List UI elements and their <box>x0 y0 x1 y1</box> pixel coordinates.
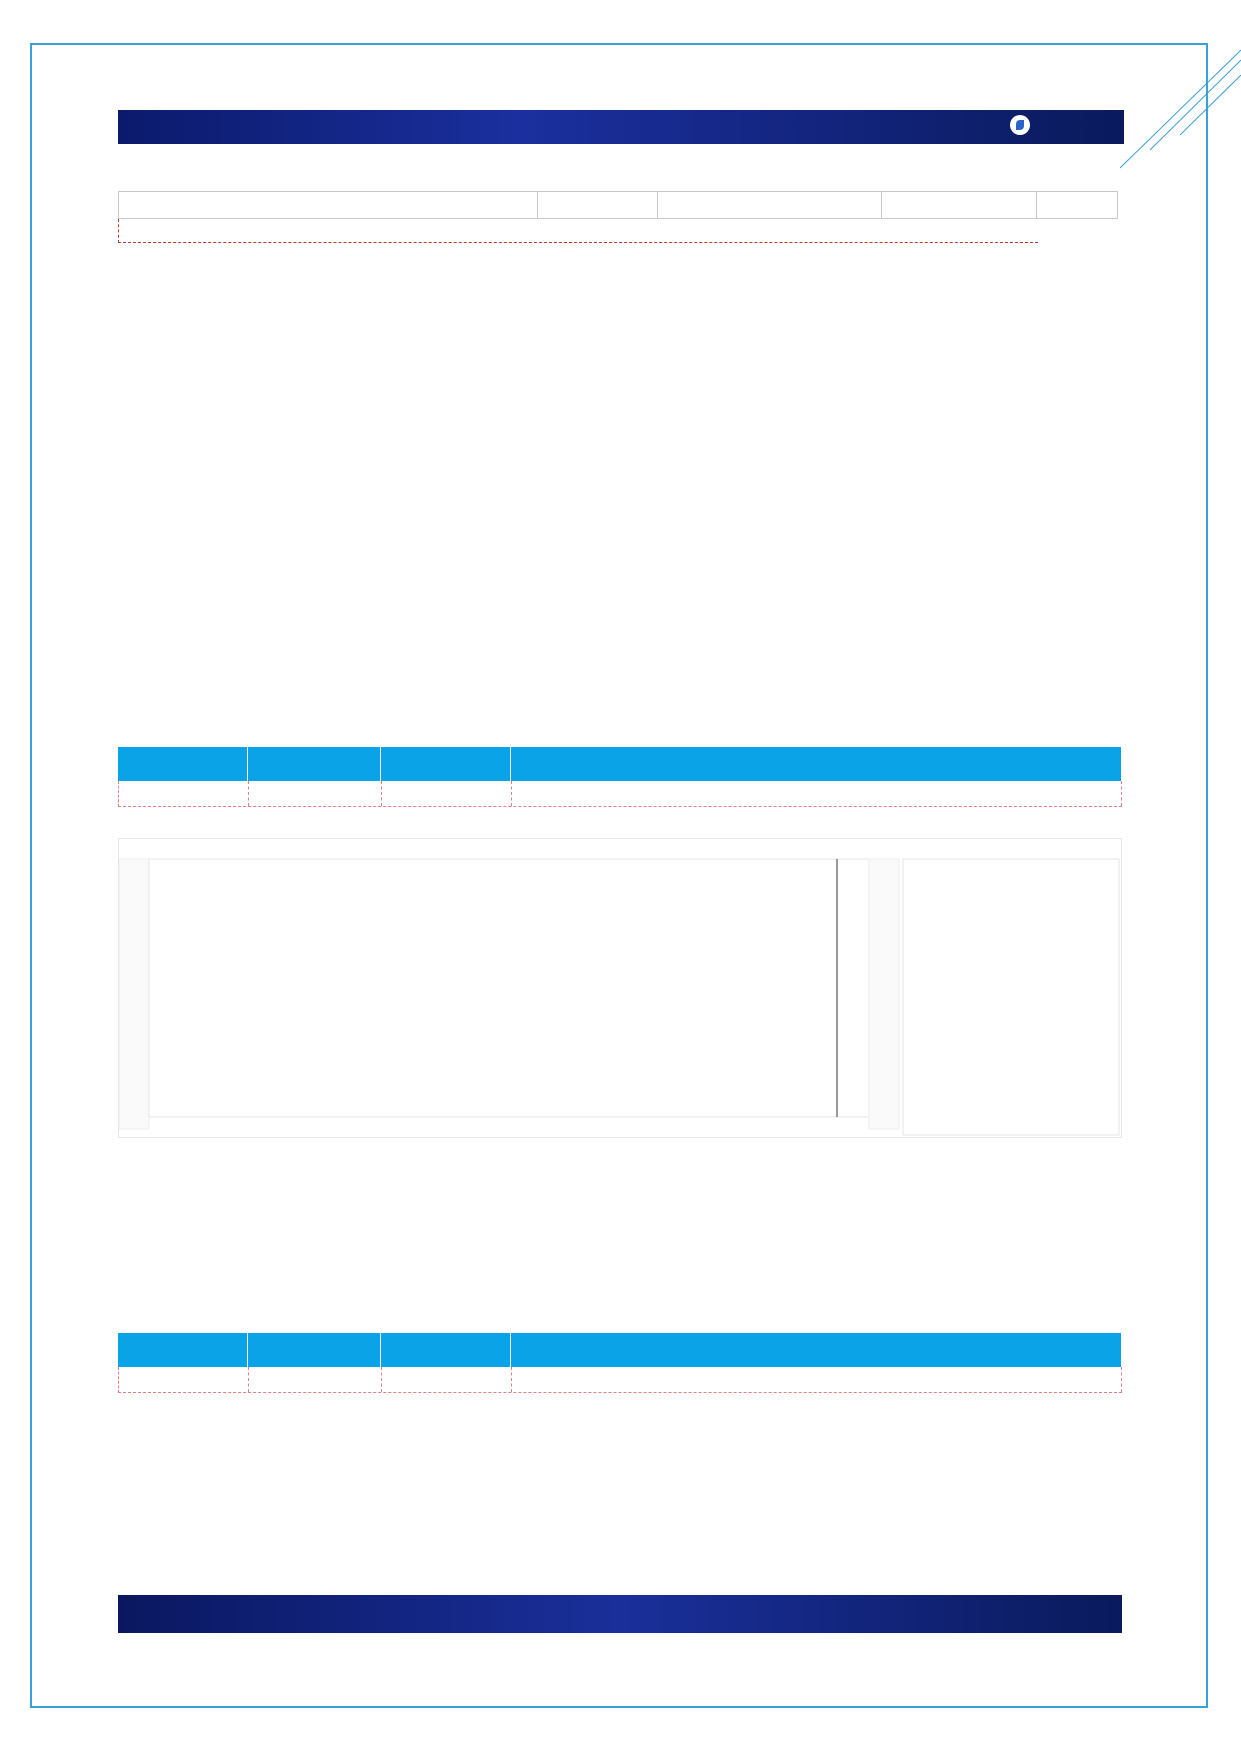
rec-header-sector <box>118 1333 248 1367</box>
rec-row <box>118 1367 1122 1393</box>
rec-row <box>118 781 1122 807</box>
rec-view <box>382 781 512 806</box>
candlestick-chart <box>118 838 1122 1138</box>
brand-mark-icon <box>1010 115 1030 135</box>
rec-advice <box>512 1367 1122 1392</box>
footer-band <box>118 1595 1122 1633</box>
table-title <box>119 192 538 218</box>
rec-header-advice <box>511 747 1122 781</box>
time-label <box>538 192 658 218</box>
rec-sector <box>119 781 249 806</box>
table-note <box>118 219 1038 243</box>
header-band <box>118 110 1124 144</box>
time-value <box>658 192 883 218</box>
section2-recommendation <box>118 1333 1122 1393</box>
logo <box>118 86 152 146</box>
quote-panel <box>903 859 1119 1135</box>
rec-contract <box>249 781 382 806</box>
rec-header <box>118 747 1122 781</box>
rec-view <box>382 1367 512 1392</box>
rec-header-view <box>381 1333 511 1367</box>
rec-sector <box>119 1367 249 1392</box>
rec-header-contract <box>248 1333 381 1367</box>
table-titlebar <box>118 191 1118 219</box>
rec-header-advice <box>511 1333 1122 1367</box>
rec-contract <box>249 1367 382 1392</box>
section1-recommendation <box>118 747 1122 807</box>
corner-decoration <box>1120 40 1241 170</box>
rec-header-view <box>381 747 511 781</box>
rec-header <box>118 1333 1122 1367</box>
source-label <box>882 192 1037 218</box>
weekly-review-table <box>118 191 1118 243</box>
rec-header-sector <box>118 747 248 781</box>
brand-logo <box>1010 115 1036 135</box>
candlestick-svg <box>119 839 1121 1137</box>
rec-header-contract <box>248 747 381 781</box>
rec-advice <box>512 781 1122 806</box>
